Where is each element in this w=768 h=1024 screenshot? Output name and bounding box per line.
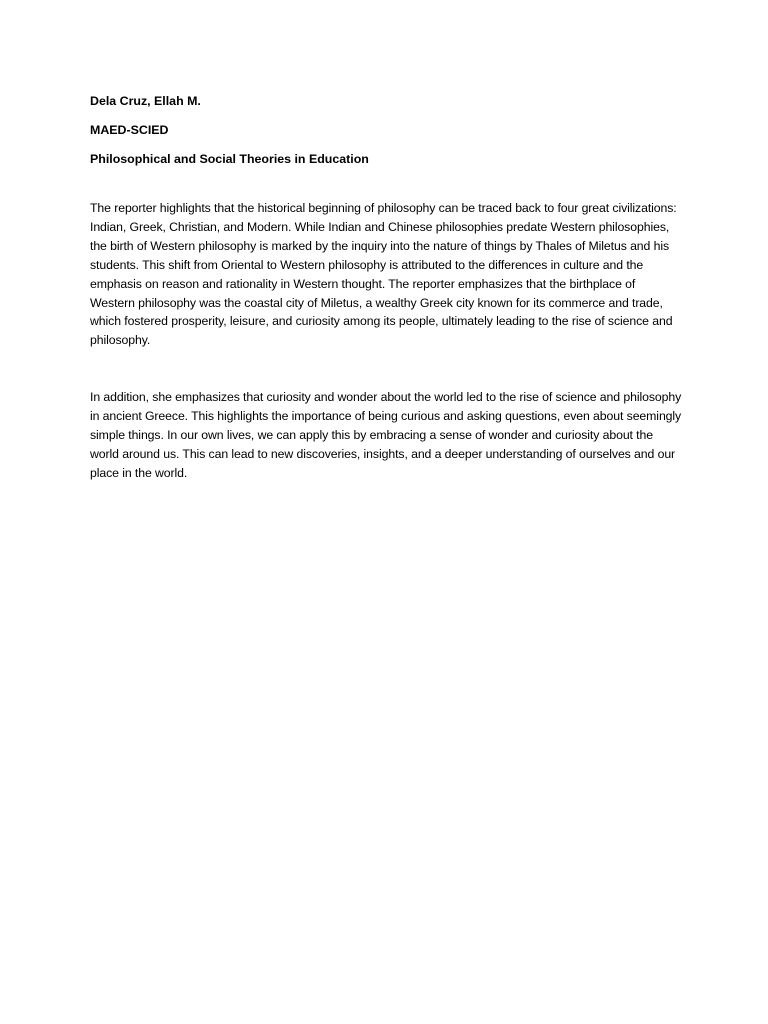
- program-name: MAED-SCIED: [90, 123, 169, 137]
- author-name: Dela Cruz, Ellah M.: [90, 94, 201, 108]
- course-title: Philosophical and Social Theories in Education: [90, 152, 369, 166]
- document-content: [90, 92, 682, 483]
- body-paragraph-1: The reporter highlights that the historical beginning of philosophy can be traced back to four great civilizations: Indian, Greek, Christian, and Modern. While Indian and Chinese philosophies predate Western philosophies, the birth of Western philosophy is marked by the inquiry into the nature of things by Thales of Miletus and his students. This shift from Oriental to Western philosophy is attributed to the differences in culture and the emphasis on reason and rationality in Western thought. The reporter emphasizes that the birthplace of Western philosophy was the coastal city of Miletus, a wealthy Greek city known for its commerce and trade, which fostered prosperity, leisure, and curiosity among its people, ultimately leading to the rise of science and philosophy.: [90, 201, 677, 348]
- body-paragraph-2: In addition, she emphasizes that curiosity and wonder about the world led to the rise of science and philosophy in ancient Greece. This highlights the importance of being curious and asking questions, even about seemingly simple things. In our own lives, we can apply this by embracing a sense of wonder and curiosity about the world around us. This can lead to new discoveries, insights, and a deeper understanding of ourselves and our place in the world.: [90, 390, 682, 480]
